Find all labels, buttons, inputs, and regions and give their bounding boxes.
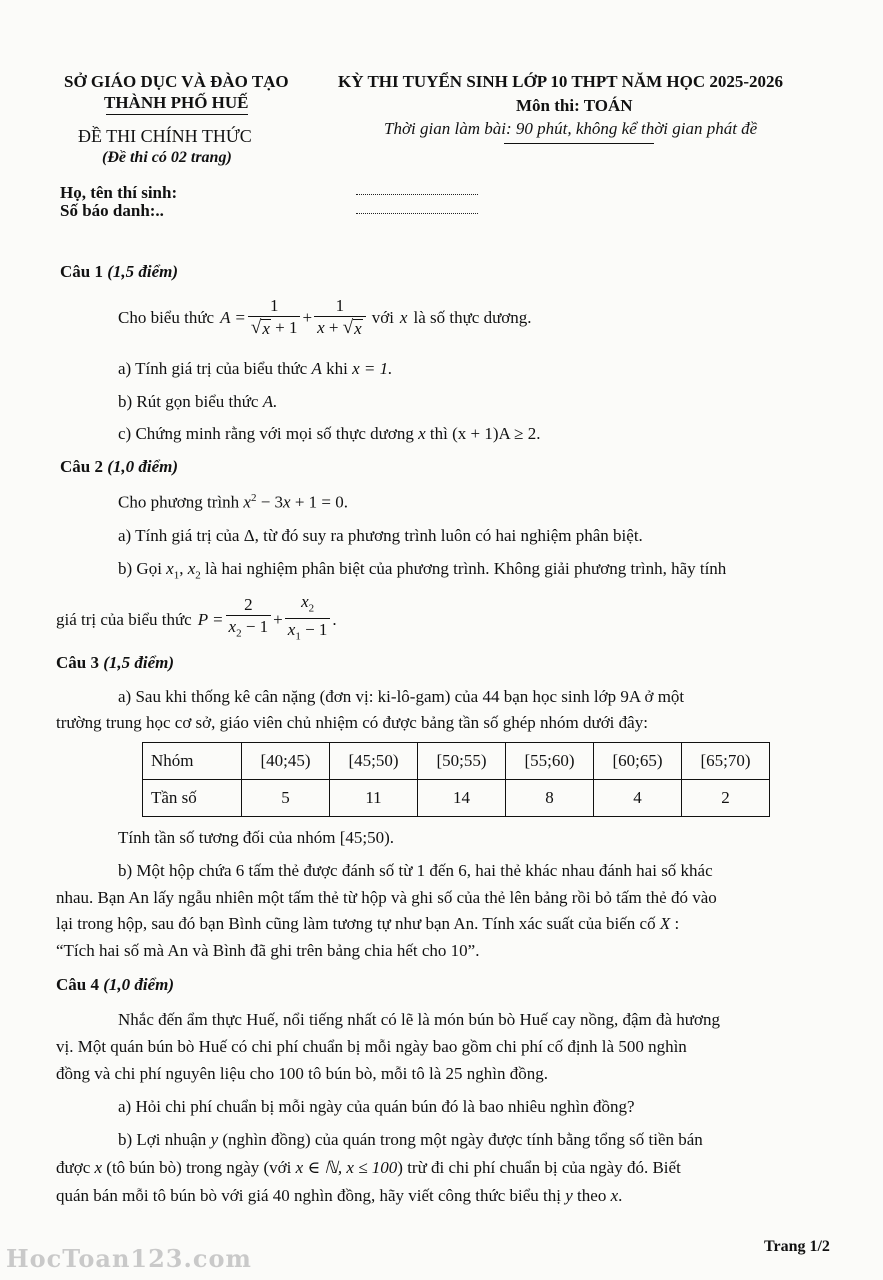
official-label: ĐỀ THI CHÍNH THỨC [78,126,252,146]
dept-underline [106,114,248,115]
candidate-name-label: Họ, tên thí sinh: [60,183,178,202]
q2-intro: Cho phương trình $x^2 - 3x + 1 = 0$. [118,492,349,512]
q1-part-b: b) Rút gọn biểu thức A. [118,392,278,411]
candidate-name-field[interactable] [356,194,478,195]
frequency-table [142,742,770,817]
table-cell: [50;55) [418,743,506,780]
q2-frac2: $\frac{x_2}{x_1 - 1}$ [285,592,331,648]
q1-frac2: 1 x + √ x [314,296,366,339]
pages-note: (Đề thi có 02 trang) [102,149,232,166]
q1-intro-c: là số thực dương. [413,307,532,327]
q3-a-line2: trường trung học cơ sở, giáo viên chủ nhiệm có được bảng tần số ghép nhóm dưới đây: [56,713,648,732]
q1-part-a: a) Tính giá trị của biểu thức A khi x = 1. [118,359,393,378]
watermark: HocToan123.com [6,1244,252,1273]
exam-time: Thời gian làm bài: 90 phút, không kể thời gian phát đề [384,119,758,138]
q2-expression: giá trị của biểu thức P = $\frac{2}{x_2 - 1}$ + $\frac{x_2}{x_1 - 1}$ . [56,592,337,648]
q3-b-line1: b) Một hộp chứa 6 tấm thẻ được đánh số từ 1 đến 6, hai thẻ khác nhau đánh hai số khác [118,861,713,880]
q1-frac1: 1 √ x + 1 [248,296,301,339]
q1-heading [60,262,178,282]
table-cell: [65;70) [682,743,770,780]
q3-b-line2: nhau. Bạn An lấy ngẫu nhiên một tấm thẻ từ hộp và ghi số của thẻ lên bảng rồi bỏ tấm thẻ đó vào [56,888,717,907]
exam-title: KỲ THI TUYỂN SINH LỚP 10 THPT NĂM HỌC 2025-2026 [338,72,784,91]
q1-intro-a: Cho biểu thức [118,307,215,327]
q4-p1: Nhắc đến ẩm thực Huế, nổi tiếng nhất có lẽ là món bún bò Huế cay nồng, đậm đà hương [118,1010,720,1029]
q4-heading [56,975,174,995]
q3-b-line4: “Tích hai số mà An và Bình đã ghi trên bảng chia hết cho 10”. [56,941,480,960]
candidate-id-field[interactable] [356,213,478,214]
q1-title: Câu 1 [60,262,103,281]
q1-intro: Cho biểu thức A = 1 √ x + 1 + 1 x + √ x với x là số thực dương. [118,296,532,338]
time-underline [504,143,654,144]
q3-points: (1,5 điểm) [103,653,175,672]
table-cell: 2 [682,780,770,817]
q4-title: Câu 4 [56,975,99,994]
table-row [143,780,770,817]
q3-a-ask: Tính tần số tương đối của nhóm [45;50). [118,828,395,847]
q3-a-line1: a) Sau khi thống kê cân nặng (đơn vị: ki-lô-gam) của 44 bạn học sinh lớp 9A ở một [118,687,685,706]
table-cell: [40;45) [242,743,330,780]
q3-b-line3: lại trong hộp, sau đó bạn Bình cũng làm tương tự như bạn An. Tính xác suất của biến cố X : [56,914,680,933]
table-cell: 14 [418,780,506,817]
q2-title: Câu 2 [60,457,103,476]
table-header-cell: Tần số [143,780,242,817]
table-cell: 11 [330,780,418,817]
q1-intro-b: với [371,307,394,327]
table-cell: 5 [242,780,330,817]
q2-part-b: b) Gọi $x_1$, $x_2$ là hai nghiệm phân biệt của phương trình. Không giải phương trình, hãy tính [118,559,727,582]
dept-line1: SỞ GIÁO DỤC VÀ ĐÀO TẠO [64,72,289,91]
dept-line2: THÀNH PHỐ HUẾ [104,93,249,112]
q2-part-a: a) Tính giá trị của Δ, từ đó suy ra phương trình luôn có hai nghiệm phân biệt. [118,526,643,545]
q4-b-line2: được x (tô bún bò) trong ngày (với x ∈ ℕ, x ≤ 100) trừ đi chi phí chuẩn bị của ngày đó. Biết [56,1158,681,1177]
table-cell: 8 [506,780,594,817]
q2-points: (1,0 điểm) [107,457,179,476]
q2-heading [60,457,178,477]
q1-expr-lhs: A = [220,307,246,327]
q4-b-line1: b) Lợi nhuận y (nghìn đồng) của quán trong một ngày được tính bằng tổng số tiền bán [118,1130,703,1149]
q4-p3: đồng và chi phí nguyên liệu cho 100 tô bún bò, mỗi tô là 25 nghìn đồng. [56,1064,549,1083]
q4-p2: vị. Một quán bún bò Huế có chi phí chuẩn bị mỗi ngày bao gồm chi phí cố định là 500 nghìn [56,1037,687,1056]
q3-heading [56,653,174,673]
exam-subject: Môn thi: TOÁN [516,96,633,115]
q4-b-line3: quán bán mỗi tô bún bò với giá 40 nghìn đồng, hãy viết công thức biểu thị y theo x. [56,1186,623,1205]
table-cell: [60;65) [594,743,682,780]
table-header-cell: Nhóm [143,743,242,780]
page-number: Trang 1/2 [764,1238,830,1255]
table-row [143,743,770,780]
table-cell: [55;60) [506,743,594,780]
q4-part-a: a) Hỏi chi phí chuẩn bị mỗi ngày của quán bún đó là bao nhiêu nghìn đồng? [118,1097,635,1116]
q1-points: (1,5 điểm) [107,262,179,281]
q2-frac1: $\frac{2}{x_2 - 1}$ [226,595,272,644]
q3-title: Câu 3 [56,653,99,672]
candidate-id-label: Số báo danh:.. [60,201,164,220]
table-cell: [45;50) [330,743,418,780]
q1-part-c: c) Chứng minh rằng với mọi số thực dương x thì (x + 1)A ≥ 2. [118,424,541,443]
table-cell: 4 [594,780,682,817]
q4-points: (1,0 điểm) [103,975,175,994]
